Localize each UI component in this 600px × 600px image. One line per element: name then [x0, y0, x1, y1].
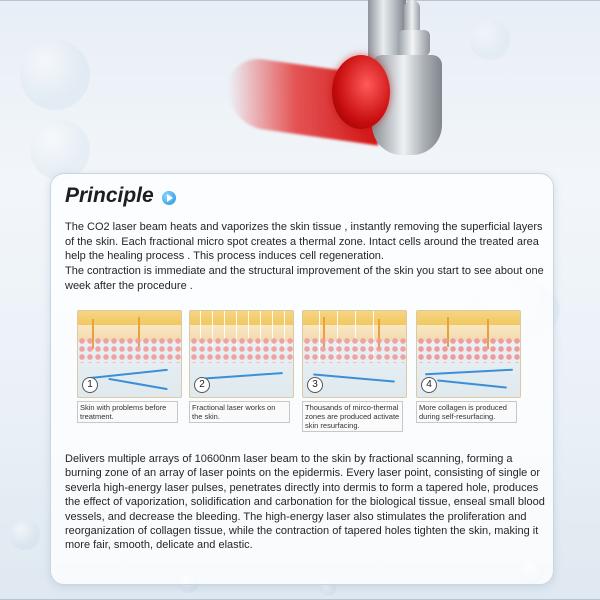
skin-diagram-4 — [416, 310, 521, 398]
skin-diagram-1 — [77, 310, 182, 398]
step-caption: Fractional laser works on the skin. — [189, 401, 290, 423]
laser-lens — [332, 55, 390, 129]
section-header — [65, 184, 176, 208]
step-caption: More collagen is produced during self-resurfacing. — [416, 401, 517, 423]
laser-handpiece-image — [0, 0, 600, 175]
step-4 — [416, 310, 519, 423]
step-number: 3 — [307, 377, 323, 393]
step-caption: Thousands of mirco-thermal zones are produced activate skin resurfacing. — [302, 401, 403, 432]
skin-diagram-2 — [189, 310, 294, 398]
skin-diagram-3 — [302, 310, 407, 398]
step-3 — [302, 310, 405, 432]
step-caption: Skin with problems before treatment. — [77, 401, 178, 423]
step-1 — [77, 310, 180, 423]
step-number: 2 — [194, 377, 210, 393]
step-number: 4 — [421, 377, 437, 393]
principle-paragraph-2: The contraction is immediate and the structural improvement of the skin you start to see about one week after the procedure . — [65, 265, 544, 292]
play-arrow-icon — [162, 191, 176, 205]
step-number: 1 — [82, 377, 98, 393]
step-2 — [189, 310, 292, 423]
principle-paragraph-1: The CO2 laser beam heats and vaporizes the skin tissue , instantly removing the superficial layers of the skin. Each fractional micro spot creates a thermal zone. Intact cells around the treated area help the healing process . This process induces cell regeneration. — [65, 221, 543, 263]
handpiece-knob — [398, 30, 430, 56]
section-title: Principle — [65, 184, 154, 207]
bubble — [10, 520, 40, 550]
description-paragraph: Delivers multiple arrays of 10600nm laser beam to the skin by fractional scanning, forming a burning zone of an array of laser points on the epidermis. Every laser point, consisting of single or severla high-energy laser pulses, penetrates directly into dermis to form a tapered hole, produces the effect of vaporization, solidification and carbonation for the biological tissue, enseal small blood vessels, and decrease the bleeding. The high-energy laser also stimulates the proliferation and reorganization of collagen tissue, while the contraction of tapered holes tighten the skin, making it more fair, smooth, delicate and elastic. — [65, 453, 545, 552]
